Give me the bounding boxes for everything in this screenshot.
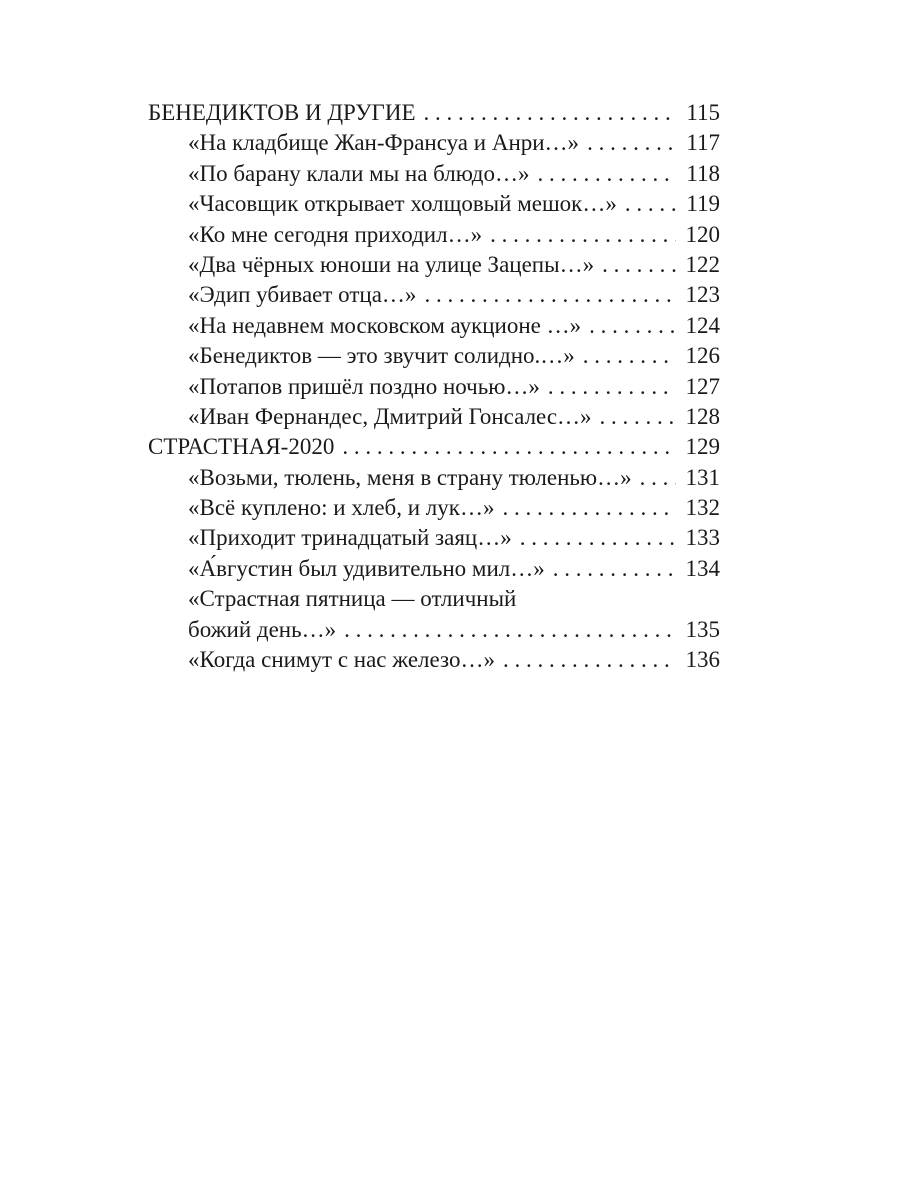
entry-title: «Иван Фернандес, Дмитрий Гонсалес…» bbox=[188, 403, 592, 429]
page-number: 134 bbox=[685, 555, 720, 581]
page-number: 136 bbox=[685, 647, 720, 673]
toc-entry[interactable] bbox=[148, 493, 720, 523]
dot-leader bbox=[587, 128, 676, 158]
page-number: 131 bbox=[685, 464, 720, 490]
toc-entry[interactable] bbox=[148, 189, 720, 219]
toc-entry[interactable] bbox=[148, 372, 720, 402]
toc-entry[interactable] bbox=[148, 250, 720, 280]
dot-leader bbox=[342, 432, 676, 462]
entry-title: «Бенедиктов — это звучит солидно.…» bbox=[188, 343, 575, 369]
entry-title: «По барану клали мы на блюдо…» bbox=[188, 160, 530, 186]
toc-entry-line2[interactable] bbox=[148, 615, 720, 645]
dot-leader bbox=[424, 280, 676, 310]
page-number: 133 bbox=[685, 525, 720, 551]
entry-title: «Приходит тринадцатый заяц…» bbox=[188, 525, 512, 551]
toc-entry[interactable] bbox=[148, 220, 720, 250]
dot-leader bbox=[553, 554, 676, 584]
dot-leader bbox=[583, 341, 676, 371]
dot-leader bbox=[538, 159, 677, 189]
dot-leader bbox=[503, 645, 676, 675]
entry-title: божий день…» bbox=[188, 616, 337, 642]
toc-entry[interactable] bbox=[148, 463, 720, 493]
toc-entry[interactable] bbox=[148, 554, 720, 584]
toc-entry[interactable] bbox=[148, 402, 720, 432]
toc-section-heading[interactable] bbox=[148, 432, 720, 462]
toc-entry[interactable] bbox=[148, 523, 720, 553]
toc-entry[interactable] bbox=[148, 128, 720, 158]
dot-leader bbox=[602, 250, 676, 280]
dot-leader bbox=[625, 189, 676, 219]
entry-title: «А́вгустин был удивительно мил…» bbox=[188, 555, 545, 581]
page-number: 115 bbox=[686, 100, 720, 125]
entry-title: «На кладбище Жан-Франсуа и Анри…» bbox=[188, 130, 580, 156]
page-number: 129 bbox=[685, 434, 720, 460]
entry-title: «Потапов пришёл поздно ночью…» bbox=[188, 373, 540, 399]
dot-leader bbox=[490, 220, 676, 250]
entry-title: «Всё куплено: и хлеб, и лук…» bbox=[188, 495, 495, 521]
page-number: 123 bbox=[685, 282, 720, 308]
page-number: 124 bbox=[685, 312, 720, 338]
table-of-contents bbox=[148, 98, 720, 675]
dot-leader bbox=[640, 463, 676, 493]
entry-title: «Возьми, тюлень, меня в страну тюленью…» bbox=[188, 464, 632, 490]
page-number: 119 bbox=[686, 191, 720, 217]
toc-entry[interactable] bbox=[148, 159, 720, 189]
section-title: СТРАСТНАЯ-2020 bbox=[148, 434, 335, 460]
entry-title: «Ко мне сегодня приходил…» bbox=[188, 221, 483, 247]
page-number: 135 bbox=[685, 616, 720, 642]
page-number: 120 bbox=[685, 221, 720, 247]
entry-title-line1: «Страстная пятница — отличный bbox=[188, 586, 517, 612]
toc-entry-line1[interactable] bbox=[148, 584, 720, 614]
toc-section-heading[interactable] bbox=[148, 98, 720, 128]
page-number: 118 bbox=[686, 160, 720, 186]
page-number: 132 bbox=[685, 495, 720, 521]
page-number: 122 bbox=[685, 251, 720, 277]
dot-leader bbox=[548, 372, 676, 402]
entry-title: «Эдип убивает отца…» bbox=[188, 282, 417, 308]
dot-leader bbox=[344, 615, 676, 645]
section-title: БЕНЕДИКТОВ И ДРУГИЕ bbox=[148, 100, 416, 125]
dot-leader bbox=[520, 523, 676, 553]
page-number: 117 bbox=[686, 130, 720, 156]
page-number: 127 bbox=[685, 373, 720, 399]
entry-title: «На недавнем московском аукционе …» bbox=[188, 312, 582, 338]
toc-entry[interactable] bbox=[148, 341, 720, 371]
entry-title: «Часовщик открывает холщовый мешок…» bbox=[188, 191, 617, 217]
page-number: 126 bbox=[685, 343, 720, 369]
entry-title: «Два чёрных юноши на улице Зацепы…» bbox=[188, 251, 595, 277]
toc-entry[interactable] bbox=[148, 311, 720, 341]
dot-leader bbox=[502, 493, 676, 523]
dot-leader bbox=[600, 402, 676, 432]
page-number: 128 bbox=[685, 403, 720, 429]
toc-entry[interactable] bbox=[148, 645, 720, 675]
dot-leader bbox=[424, 98, 676, 128]
entry-title: «Когда снимут с нас железо…» bbox=[188, 647, 495, 673]
toc-entry[interactable] bbox=[148, 280, 720, 310]
dot-leader bbox=[589, 311, 676, 341]
